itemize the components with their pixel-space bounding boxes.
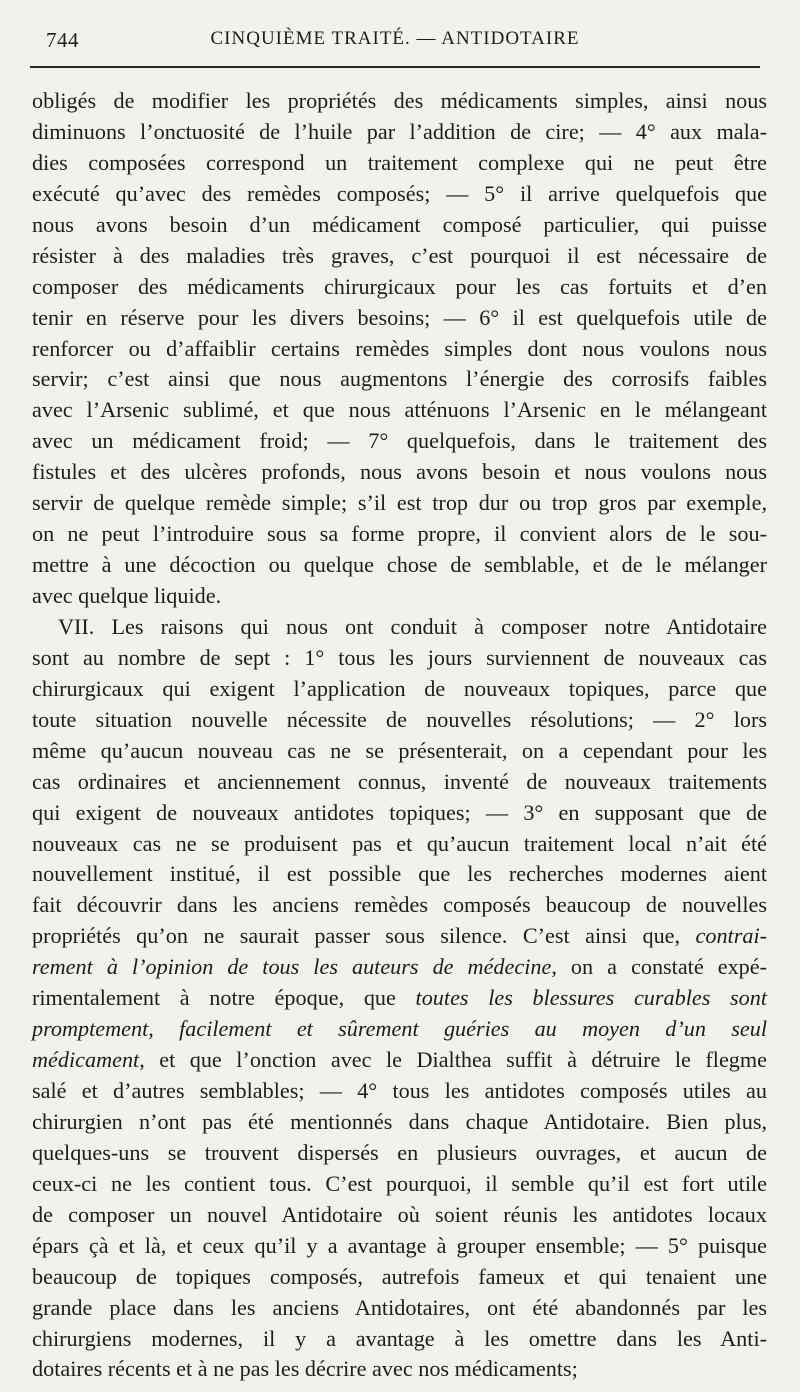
text-segment: VII. Les raisons qui nous ont conduit à composer notre Antidotaire: [58, 613, 767, 639]
text-segment: sont au nombre de sept : 1° tous les jours surviennent de nouveaux cas: [32, 644, 767, 670]
text-segment: fistules et des ulcères profonds, nous avons besoin et nous voulons nous: [32, 459, 767, 485]
text-segment: quelques-uns se trouvent dispersés en plusieurs ouvrages, et aucun de: [32, 1139, 767, 1165]
text-line: [32, 798, 767, 829]
italic-segment: promptement, facilement et sûrement guéries au moyen d’un seul: [32, 1016, 767, 1042]
text-line: [32, 1045, 767, 1076]
text-line: [32, 674, 767, 705]
text-segment: toute situation nouvelle nécessite de nouvelles résolutions; — 2° lors: [32, 706, 767, 732]
text-segment: dies composées correspond un traitement complexe qui ne peut être: [32, 149, 767, 175]
text-segment: renforcer ou d’affaiblir certains remèdes simples dont nous voulons nous: [32, 335, 767, 361]
text-line: [32, 581, 767, 612]
text-line: [32, 303, 767, 334]
text-line: [32, 210, 767, 241]
text-line: [32, 612, 767, 643]
page-number: 744: [46, 28, 79, 52]
text-segment: fait découvrir dans les anciens remèdes composés beaucoup de nouvelles: [32, 892, 767, 918]
text-line: [32, 364, 767, 395]
text-segment: chirurgicaux qui exigent l’application de nouveaux topiques, parce que: [32, 675, 767, 701]
text-segment: rimentalement à notre époque, que: [32, 985, 416, 1011]
text-line: [32, 921, 767, 952]
italic-segment: contrai-: [695, 923, 767, 949]
text-line: [32, 1324, 767, 1355]
text-line: [32, 488, 767, 519]
text-segment: on ne peut l’introduire sous sa forme propre, il convient alors de le sou-: [32, 521, 767, 547]
text-segment: avec quelque liquide.: [32, 583, 222, 608]
text-line: [32, 1169, 767, 1200]
text-segment: servir de quelque remède simple; s’il est trop dur ou trop gros par exemple,: [32, 490, 767, 516]
text-line: [32, 983, 767, 1014]
text-segment: dotaires récents et à ne pas les décrire avec nos médicaments;: [32, 1356, 578, 1382]
text-segment: salé et d’autres semblables; — 4° tous les antidotes composés utiles au: [32, 1078, 767, 1103]
text-segment: exécuté qu’avec des remèdes composés; — 5° il arrive quelquefois que: [32, 180, 767, 206]
text-line: [32, 1293, 767, 1324]
text-segment: ceux-ci ne les contient tous. C’est pourquoi, il semble qu’il est fort utile: [32, 1170, 767, 1196]
text-segment: nous avons besoin d’un médicament composé particulier, qui puisse: [32, 211, 767, 237]
text-segment: de composer un nouvel Antidotaire où soient réunis les antidotes locaux: [32, 1201, 767, 1227]
text-line: [32, 334, 767, 365]
text-line: [32, 1107, 767, 1138]
text-segment: résister à des maladies très graves, c’est pourquoi il est nécessaire de: [32, 242, 767, 268]
text-line: [32, 148, 767, 179]
text-segment: propriétés qu’on ne saurait passer sous silence. C’est ainsi que,: [32, 923, 696, 949]
text-segment: avec un médicament froid; — 7° quelquefois, dans le traitement des: [32, 428, 767, 454]
text-segment: chirurgiens modernes, il y a avantage à les omettre dans les Anti-: [32, 1325, 767, 1351]
text-line: [32, 395, 767, 426]
text-line: [32, 1231, 767, 1262]
text-line: [32, 1138, 767, 1169]
text-segment: tenir en réserve pour les divers besoins; — 6° il est quelquefois utile de: [32, 304, 767, 330]
text-line: [32, 859, 767, 890]
text-segment: chirurgien n’ont pas été mentionnés dans chaque Antidotaire. Bien plus,: [32, 1108, 767, 1134]
text-segment: servir; c’est ainsi que nous augmentons l’énergie des corrosifs faibles: [32, 366, 767, 392]
text-line: [32, 705, 767, 736]
text-segment: mettre à une décoction ou quelque chose de semblable, et de le mélanger: [32, 552, 767, 578]
text-segment: avec l’Arsenic sublimé, et que nous atténuons l’Arsenic en le mélangeant: [32, 397, 767, 423]
text-line: [32, 952, 767, 983]
text-line: [32, 1076, 767, 1107]
text-line: [32, 272, 767, 303]
text-line: [32, 241, 767, 272]
text-line: [32, 117, 767, 148]
text-segment: , et que l’onction avec le Dialthea suffit à détruire le flegme: [139, 1047, 767, 1073]
text-line: [32, 1200, 767, 1231]
text-segment: qui exigent de nouveaux antidotes topiques; — 3° en supposant que de: [32, 799, 767, 825]
text-line: [32, 643, 767, 674]
running-head: CINQUIÈME TRAITÉ. — ANTIDOTAIRE: [210, 28, 580, 49]
text-segment: beaucoup de topiques composés, autrefois fameux et qui tenaient une: [32, 1263, 767, 1289]
text-line: [32, 179, 767, 210]
italic-segment: médicament: [32, 1047, 140, 1073]
text-segment: grande place dans les anciens Antidotaires, ont été abandonnés par les: [32, 1294, 767, 1320]
text-line: [32, 890, 767, 921]
text-line: [32, 457, 767, 488]
header-rule: [30, 66, 760, 68]
text-line: [32, 519, 767, 550]
text-line: [32, 1354, 767, 1385]
text-line: [32, 767, 767, 798]
text-segment: composer des médicaments chirurgicaux pour les cas fortuits et d’en: [32, 273, 767, 299]
text-segment: même qu’aucun nouveau cas ne se présenterait, on a cependant pour les: [32, 737, 767, 763]
text-line: [32, 1014, 767, 1045]
text-segment: diminuons l’onctuosité de l’huile par l’addition de cire; — 4° aux mala-: [32, 118, 767, 144]
body-text: [32, 86, 767, 1385]
italic-segment: rement à l’opinion de tous les auteurs de médecine: [32, 954, 552, 980]
text-segment: nouvellement institué, il est possible que les recherches modernes aient: [32, 861, 767, 887]
italic-segment: toutes les blessures curables sont: [415, 985, 767, 1011]
text-line: [32, 1262, 767, 1293]
text-line: [32, 736, 767, 767]
text-segment: épars çà et là, et ceux qu’il y a avantage à grouper ensemble; — 5° puisque: [32, 1232, 767, 1258]
text-segment: , on a constaté expé-: [551, 954, 767, 980]
text-segment: nouveaux cas ne se produisent pas et qu’aucun traitement local n’ait été: [32, 830, 767, 856]
text-line: [32, 86, 767, 117]
text-segment: cas ordinaires et anciennement connus, inventé de nouveaux traitements: [32, 768, 767, 794]
text-segment: obligés de modifier les propriétés des médicaments simples, ainsi nous: [32, 88, 767, 113]
text-line: [32, 550, 767, 581]
text-line: [32, 426, 767, 457]
text-line: [32, 829, 767, 860]
page-header: [30, 26, 760, 62]
